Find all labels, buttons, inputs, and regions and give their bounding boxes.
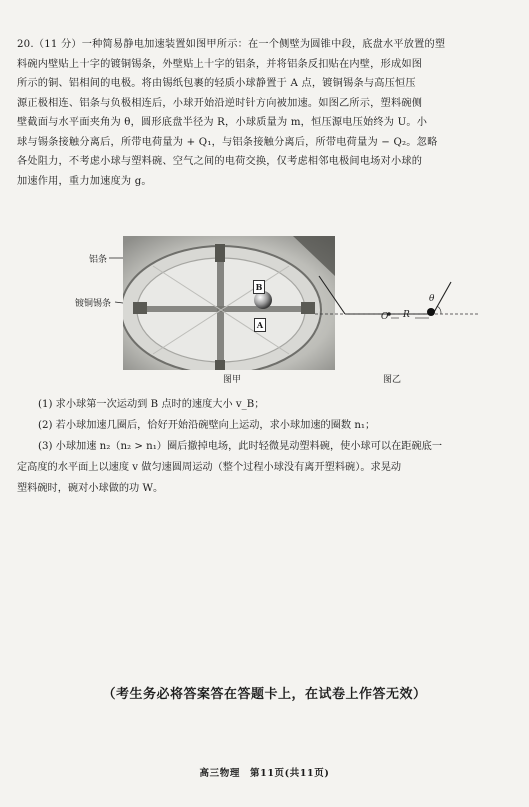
caption-yi: 图乙 <box>383 375 402 385</box>
stem-line: 壁截面与水平面夹角为 θ，圆形底盘半径为 R，小球质量为 m，恒压源电压始终为 U。小 <box>17 117 428 128</box>
subquestion-3-cont: 定高度的水平面上以速度 v 做匀速圆周运动（整个过程小球没有离开塑料碗）。求晃动 <box>17 462 402 473</box>
page-footer: 高三物理 第11页(共11页) <box>199 768 330 779</box>
subquestion-3-cont: 塑料碗时，碗对小球做的功 W。 <box>17 483 164 494</box>
ball-section <box>427 308 435 316</box>
stem-line: 各处阻力，不考虑小球与塑料碗、空气之间的电荷交换，仅考虑相邻电极间电场对小球的 <box>17 156 423 167</box>
angle-theta-label: θ <box>429 294 435 304</box>
label-copper-strip: 镀铜锡条 <box>75 299 112 309</box>
subquestion-2: (2) 若小球加速几圈后，恰好开始沿碗壁向上运动，求小球加速的圈数 n₁； <box>38 420 376 431</box>
question-20-stem <box>17 35 511 191</box>
stem-line: 加速作用，重力加速度为 g。 <box>17 175 152 187</box>
stem-line: 20.（11 分）一种简易静电加速装置如图甲所示：在一个侧壁为圆锥中段，底盘水平放置的塑 <box>17 39 446 50</box>
point-a-label: A <box>254 318 266 332</box>
origin-o-label: O <box>381 312 389 322</box>
subquestion-1: (1) 求小球第一次运动到 B 点时的速度大小 v_B； <box>38 399 265 410</box>
stem-line: 料碗内壁贴上十字的镀铜锡条，外壁贴上十字的铝条，并将铝条反扣贴在内壁，形成如图 <box>17 58 423 70</box>
point-b-label: B <box>253 280 265 294</box>
radius-r-label: R <box>403 310 410 320</box>
caption-jia: 图甲 <box>223 375 242 385</box>
bowl-photo-graphic <box>123 236 335 370</box>
figure-yi-diagram <box>315 272 485 342</box>
stem-line: 球与锡条接触分离后，所带电荷量为 + Q₁，与铝条接触分离后，所带电荷量为 − Q₂。忽略 <box>17 136 438 148</box>
stem-line: 所示的铜、铝相间的电极。将由锡纸包裹的轻质小球静置于 A 点，镀铜锡条与高压恒压 <box>17 78 416 89</box>
answer-notice: （考生务必将答案答在答题卡上，在试卷上作答无效） <box>102 687 427 702</box>
subquestions <box>17 394 498 499</box>
stem-line: 源正极相连、铝条与负极相连后，小球开始沿逆时针方向被加速。如图乙所示，塑料碗侧 <box>17 97 423 109</box>
label-aluminum-strip: 铝条 <box>89 255 108 265</box>
figures-row <box>75 232 495 387</box>
figure-jia-photo <box>123 236 335 370</box>
subquestion-3: (3) 小球加速 n₂（n₂ > n₁）圈后撤掉电场，此时轻微晃动塑料碗，使小球可以在距碗底一 <box>38 441 443 452</box>
